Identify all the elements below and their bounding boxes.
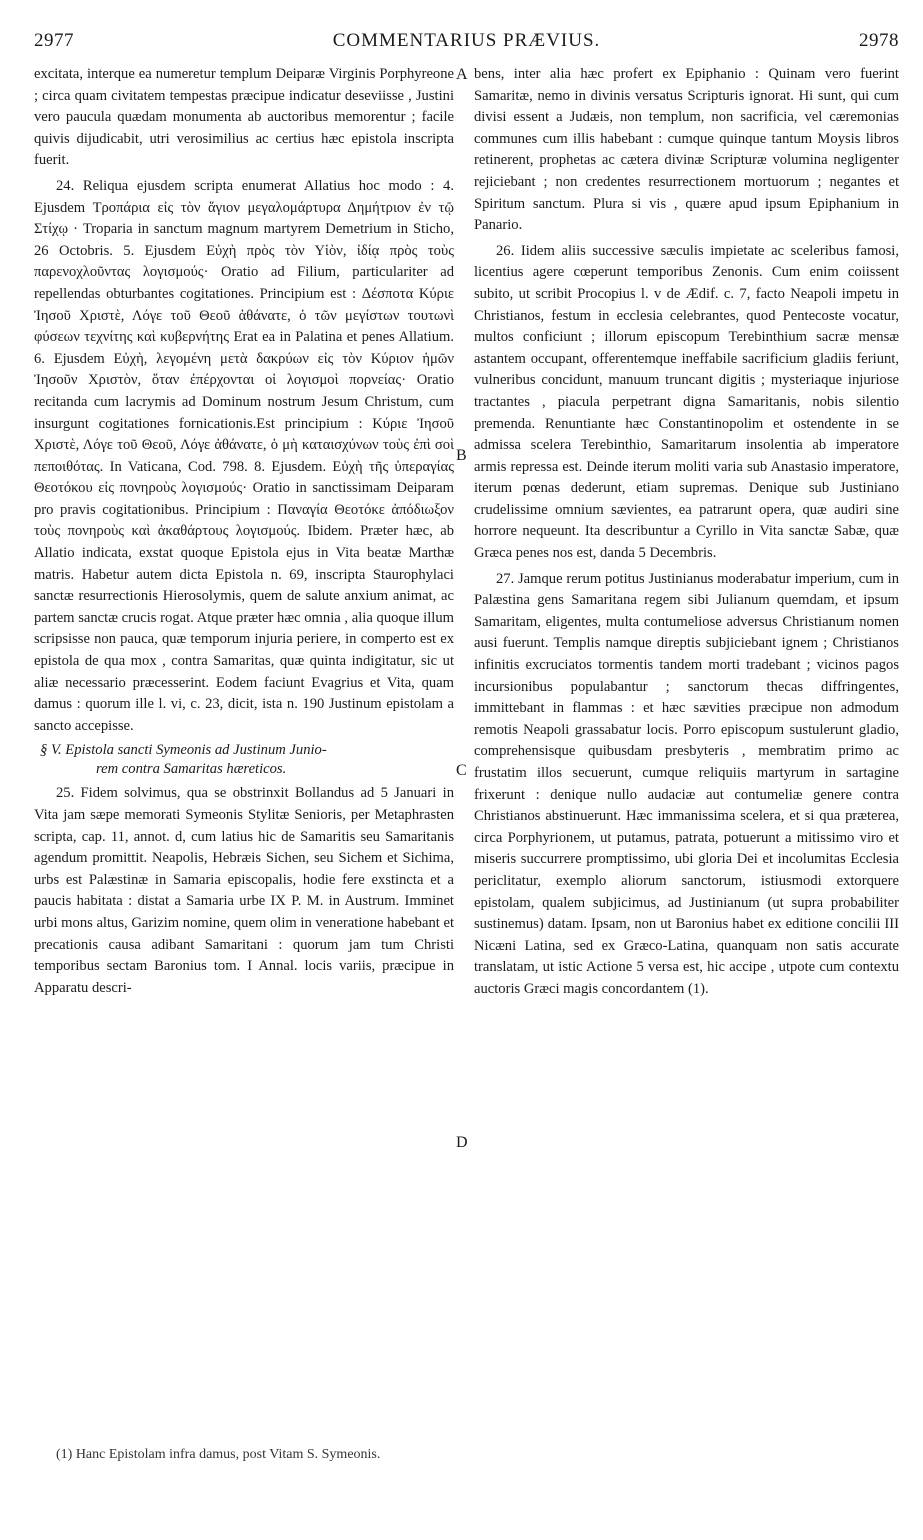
page-header xyxy=(34,30,899,60)
right-paragraph-1: bens, inter alia hæc profert ex Epiphanio : Quinam vero fuerint Samaritæ, nemo in divinis versatus Scripturis ignorat. Hi sunt, qui cum divisi essent a Judæis, non templum, non sacrificia, vel cæremonias communes cum illis habebant : cumque quinque tantum Moysis libros retinerent, prophetas ac cætera divinæ Scripturæ volumina negligenter rejiciebant ; non credentes resurrectionem mortuorum ; negantes et Spiritum sanctum. Plura si vis , quære apud ipsum Epiphanium in Panario. xyxy=(474,66,899,234)
page-number-left: 2977 xyxy=(34,30,74,51)
left-paragraph-3: 25. Fidem solvimus, qua se obstrinxit Bollandus ad 5 Januari in Vita jam sæpe memorati Symeonis Stylitæ Senioris, per Metaphrasten scripta, cap. 11, annot. d, cum latius hic de Samaritis seu Samaritanis agendum promittit. Neapolis, Hebræis Sichen, seu Sichem et Sichima, urbs est Palæstinæ in Samaria episcopalis, hodie fere exstincta et a paucis habitata : distat a Samaria urbe IX P. M. in Austrum. Imminet urbi mons altus, Garizim nomine, quem olim in veneratione habebant et precationis causa adibant Samaritani : quorum jam tum Christi temporibus sectam Baronius tom. I Annal. locis variis, præcipue in Apparatu descri- xyxy=(34,785,454,996)
margin-marker-a: A xyxy=(456,66,468,83)
section-heading xyxy=(34,741,454,779)
margin-marker-c: C xyxy=(456,762,467,779)
running-title: COMMENTARIUS PRÆVIUS. xyxy=(332,30,601,51)
left-paragraph-1: excitata, interque ea numeretur templum Deiparæ Virginis Porphyreone ; circa quam civitatem tempestas præcipue indicatur deseviisse , Justini vero paucula quædam monumenta ab auctoribus memorentur ; facile quivis dijudicabit, utri verosimilius ac certius hæc epistola inscripta fuerit. xyxy=(34,66,454,169)
margin-marker-b: B xyxy=(456,447,467,464)
section-heading-line-2: rem contra Samaritas hæreticos. xyxy=(96,761,287,778)
left-column xyxy=(34,64,454,999)
footnote: (1) Hanc Epistolam infra damus, post Vitam S. Symeonis. xyxy=(56,1447,381,1462)
right-paragraph-3: 27. Jamque rerum potitus Justinianus moderabatur imperium, cum in Palæstina gens Samaritana regem sibi Julianum quemdam, et ipsum Samaritam, eligentes, multa contumeliose adversus Christianum nomen ausi fuerunt. Templis namque direptis subjiciebant ignem ; Christianos infinitis excruciatos tormentis tandem morti tradebant ; vicinos pagos incursionibus populabantur ; sanctorum thecas diffringentes, immittebant in flammas : et hæc sævities præcipue non admodum remotis Neapoli grassabatur locis. Porro episcopum sustulerunt gladio, comprehensisque quibusdam presbyteris , membratim primo ac frustatim illos secuerunt, cumque reliquiis martyrum in sartagine frixerunt : denique nullo audaciæ aut contumeliæ genere contra Christianos abstinuerunt. Hæc immanissima scelera, et si qua præterea, circa Porphyrionem, ut putamus, patrata, potuerunt a mitissimo viro et miseris succurrere promptissimo, ubi gloria Dei et incolumitas Ecclesia periclitatur, exemplo aliorum sanctorum, istiusmodi extorquere epistolam, qualem subjicimus, ad Justinianum (ut supra probabiliter sustinemus) datam. Ipsam, non ut Baronius habet ex editione concilii III Nicæni Latina, sed ex Græco-Latina, quanquam non satis accurate translatam, ut istic Actione 5 versa est, hic accipe , utpote cum contextu auctoris Græci magis concordantem (1). xyxy=(474,570,899,997)
left-paragraph-2: 24. Reliqua ejusdem scripta enumerat Allatius hoc modo : 4. Ejusdem Τροπάρια εἰς τὸν ἅγιον μεγαλομάρτυρα Δημήτριον ἐν τῷ Στίχῳ · Troparia in sanctum magnum martyrem Demetrium in Sticho, 26 Octobris. 5. Ejusdem Εὐχὴ πρὸς τὸν Υἱὸν, ἰδίᾳ πρὸς τοὺς παρενοχλοῦντας λογισμούς· Oratio ad Filium, particulariter ad repellendas obturbantes cogitationes. Principium est : Δέσποτα Κύριε Ἰησοῦ Χριστὲ, Λόγε τοῦ Θεοῦ ἀθάνατε, ὁ τῶν μεγίστων τουτωνὶ φύσεων τεχνίτης καὶ κυβερνήτης Erat ea in Palatina et penes Allatium. 6. Ejusdem Εὐχὴ, λεγομένη μετὰ δακρύων εἰς τὸν Κύριον ἡμῶν Ἰησοῦν Χριστὸν, ὅταν ἐπέρχονται οἱ λογισμοὶ πορνείας· Oratio recitanda cum lacrymis ad Dominum nostrum Jesum Christum, cum insurgunt cogitationes fornicationis.Est principium : Κύριε Ἰησοῦ Χριστὲ, Λόγε τοῦ Θεοῦ, Λόγε ἀθάνατε, ὁ μὴ καταισχύνων τοὺς ἐπὶ σοὶ πεποιθότας. In Vaticana, Cod. 798. 8. Ejusdem. Εὐχὴ τῆς ὑπεραγίας Θεοτόκου εἰς πονηροὺς λογισμούς· Oratio in sanctissimam Deiparam pro pravis cogitationibus. Principium : Παναγία Θεοτόκε ἀπόδιωξον τοὺς πονηροὺς καὶ ἀκαθάρτους λογισμούς. Ibidem. Præter hæc, ab Allatio indicata, exstat quoque Epistola ejus in Vita beatæ Marthæ matris. Habetur autem dicta Epistola n. 69, inscripta Staurophylaci sanctæ resurrectionis Hierosolymis, quem de salute anxium animat, ac partem sanctæ crucis rogat. Atque præter hæc omnia , alia quoque illum scripsisse non pauca, quæ temporum injuria periere, in comperto est ex epistola de qua mox , contra Samaritas, quæ quinta indigitatur, sic ut aliæ necessario præcesserint. Eodem faciunt Evagrius et Vita, quam damus : quorum ille l. vi, c. 23, dicit, ista n. 190 Justinum epistolam a sancto accepisse. xyxy=(34,177,454,734)
margin-marker-d: D xyxy=(456,1134,468,1151)
right-paragraph-2: 26. Iidem aliis successive sæculis impietate ac sceleribus famosi, licentius agere cœperunt temporibus Zenonis. Cum enim coiissent subito, ut scribit Procopius l. v de Ædif. c. 7, facto Neapoli impetu in Christianos, festum in ecclesia celebrantes, quod Pentecoste vocatur, multos conficiunt ; illorum episcopum Terebinthium sacræ mensæ astantem occupant, offerentemque ineffabile sacrificium gladiis feriunt, vulneribus concidunt, manuum truncant digitis ; mysteriaque injuriose tractantes , piacula perpetrant digna Samaritanis, nobis silentio premenda. Renuntiante hæc Constantinopolim et ostendente in se admissa scelera Terebinthio, Samaritarum insolentia ab imperatore armis repressa est. Deinde iterum moliti varia sub Anastasio imperatore, iterum pœnas dederunt, etiam supremas. Denique sub Justiniano crudelissime omnium sævientes, ea patrarunt opera, quæ audiri sine horrore nequeunt. Ita describuntur a Cyrillo in Vita sanctæ Sabæ, quæ Græca penes nos est, danda 5 Decembris. xyxy=(474,242,899,562)
page-number-right: 2978 xyxy=(859,30,899,51)
section-heading-line-1: § V. Epistola sancti Symeonis ad Justinum Junio- xyxy=(40,742,327,759)
right-column xyxy=(474,64,899,1001)
